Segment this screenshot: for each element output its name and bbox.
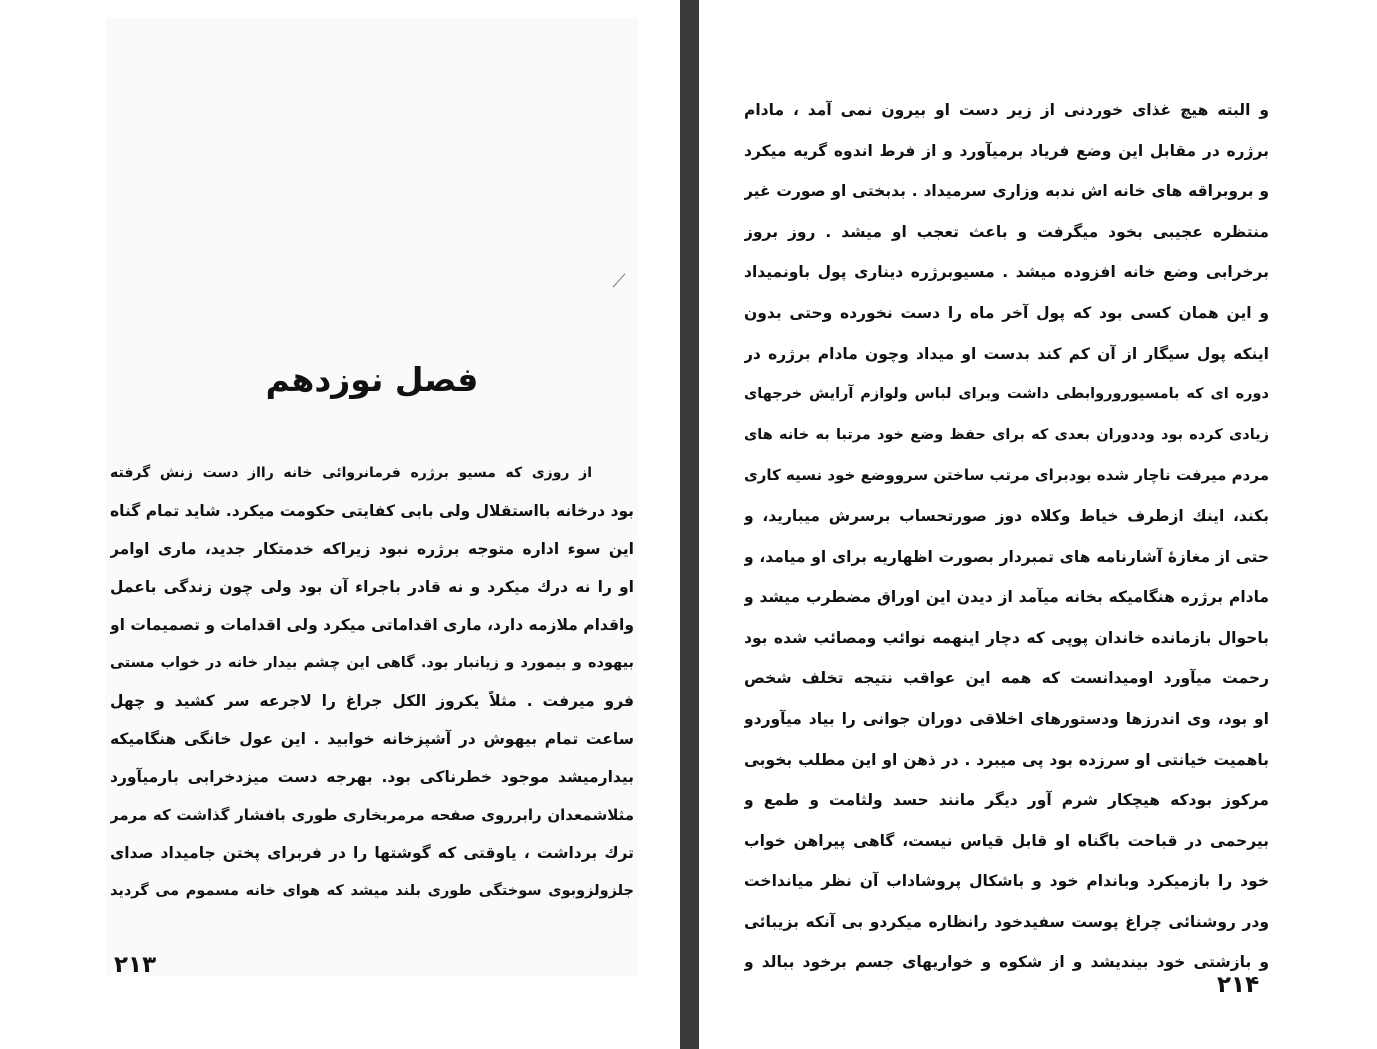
text-line: او را نه درك میکرد و نه قادر باجراء آن بود ولی چون زندگی باعمل bbox=[110, 578, 634, 596]
left-page bbox=[0, 0, 680, 1049]
text-line: رحمت میآورد اومیدانست که همه این عواقب نتیجه تخلف شخص bbox=[744, 669, 1269, 688]
text-line: حتی از مغازهٔ آشارنامه های تمبردار بصورت اظهاریه برای او میامد، و bbox=[744, 547, 1269, 566]
text-line: زیادی کرده بود وددوران بعدی که برای حفظ وضع خود مرتبا به خانه های bbox=[744, 426, 1269, 443]
right-page-body-text bbox=[744, 90, 1269, 983]
text-line: خود را بازمیکرد وباندام خود و باشکال پروشاداب آن نظر میانداخت bbox=[744, 872, 1269, 891]
text-line: و البته هیچ غذای خوردنی از زیر دست او بیرون نمی آمد ، مادام bbox=[744, 101, 1269, 119]
text-line: ترك برداشت ، یاوقتی که گوشتها را در فربرای پختن جامیداد صدای bbox=[110, 844, 634, 862]
text-line: دوره ای که بامسیوروروابطی داشت وبرای لباس ولوازم آرایش خرجهای bbox=[744, 386, 1269, 403]
text-line: مثلاشمعدان رابرروی صفحه مرمربخاری طوری بافشار گذاشت که مرمر bbox=[110, 806, 634, 824]
text-line: برژره در مقابل این وضع فریاد برمیآورد و از فرط اندوه گریه میکرد bbox=[744, 141, 1269, 160]
right-page bbox=[699, 0, 1377, 1049]
page-number-left: ۲۱۳ bbox=[114, 952, 157, 978]
page-number-right: ۲۱۴ bbox=[1217, 972, 1260, 998]
text-line: ساعت تمام بیهوش در آشپزخانه خوابید . این عول خانگی هنگامیکه bbox=[110, 730, 634, 748]
text-line: واقدام ملازمه دارد، ماری اقداماتی میکرد ولی اقدامات و تصمیمات او bbox=[110, 616, 634, 634]
text-line: باهمیت خیانتی او سرزده بود پی میبرد . در ذهن او این مطلب بخوبی bbox=[744, 750, 1269, 769]
left-page-body-text bbox=[110, 454, 634, 910]
text-line: از روزی که مسیو برژره فرمانروائی خانه رااز دست زنش گرفته bbox=[110, 465, 592, 481]
text-line: برخرابی وضع خانه افزوده میشد . مسیوبرژره دیناری پول باونمیداد bbox=[744, 263, 1269, 282]
text-line: و بازشتی خود بیندیشد و از شکوه و خواریهای جسم برخود ببالد و bbox=[744, 953, 1269, 972]
text-line: این سوء اداره متوجه برژره نبود زیراکه خدمتکار جدید، ماری اوامر bbox=[110, 540, 634, 558]
text-line: باحوال بازمانده خاندان پوپی که دچار اینهمه نوائب ومصائب شده بود bbox=[744, 628, 1269, 647]
text-line: جلزولزوبوی سوختگی طوری بلند میشد که هوای خانه مسموم می گردید bbox=[110, 883, 634, 899]
text-line: فرو میرفت . مثلاً یکروز الکل جراغ را لاجرعه سر کشید و چهل bbox=[110, 692, 634, 710]
text-line: و این همان کسی بود که پول آخر ماه را دست نخورده وحتی بدون bbox=[744, 303, 1269, 322]
text-line: او بود، وی اندرزها ودستورهای اخلاقی دوران جوانی را بیاد میآوردو bbox=[744, 709, 1269, 728]
text-line: بکند، اینك ازطرف خیاط وکلاه دوز صورتحساب برسرش میبارید، و bbox=[744, 506, 1269, 525]
text-line: منتظره عجیبی بخود میگرفت و باعث تعجب او میشد . روز بروز bbox=[744, 222, 1269, 241]
text-line: بیهوده و بیمورد و زیانبار بود. گاهی این چشم بیدار خانه در خواب مستی bbox=[110, 655, 634, 671]
text-line: بیدارمیشد موجود خطرناکی بود. بهرجه دست میزدخرابی بارمیآورد bbox=[110, 768, 634, 786]
text-line: مرکوز بودکه هیچکار شرم آور دیگر مانند حسد ولثامت و طمع و bbox=[744, 791, 1269, 810]
text-line: و بروبراقه های خانه اش ندبه وزاری سرمیداد . بدبختی او صورت غیر bbox=[744, 182, 1269, 201]
text-line: مادام برژره هنگامیکه بخانه میآمد از دیدن این اوراق مضطرب میشد و bbox=[744, 588, 1269, 607]
text-line: اینکه پول سیگار از آن کم کند بدست او میداد وچون مادام برژره در bbox=[744, 344, 1269, 363]
book-gutter bbox=[680, 0, 699, 1049]
text-line: بود درخانه بااستقلال ولی بابی کفایتی حکومت میکرد. شاید تمام گناه bbox=[110, 502, 634, 520]
text-line: مردم میرفت ناچار شده بودبرای مرتب ساختن سرووضع خود نسیه کاری bbox=[744, 466, 1269, 485]
text-line: ودر روشنائی چراغ پوست سفیدخود رانظاره میکردو بی آنکه بزیبائی bbox=[744, 912, 1269, 931]
chapter-title: فصل نوزدهم bbox=[265, 360, 479, 399]
text-line: بیرحمی در قباحت باگناه او قابل قیاس نیست، گاهی پیراهن خواب bbox=[744, 831, 1269, 850]
